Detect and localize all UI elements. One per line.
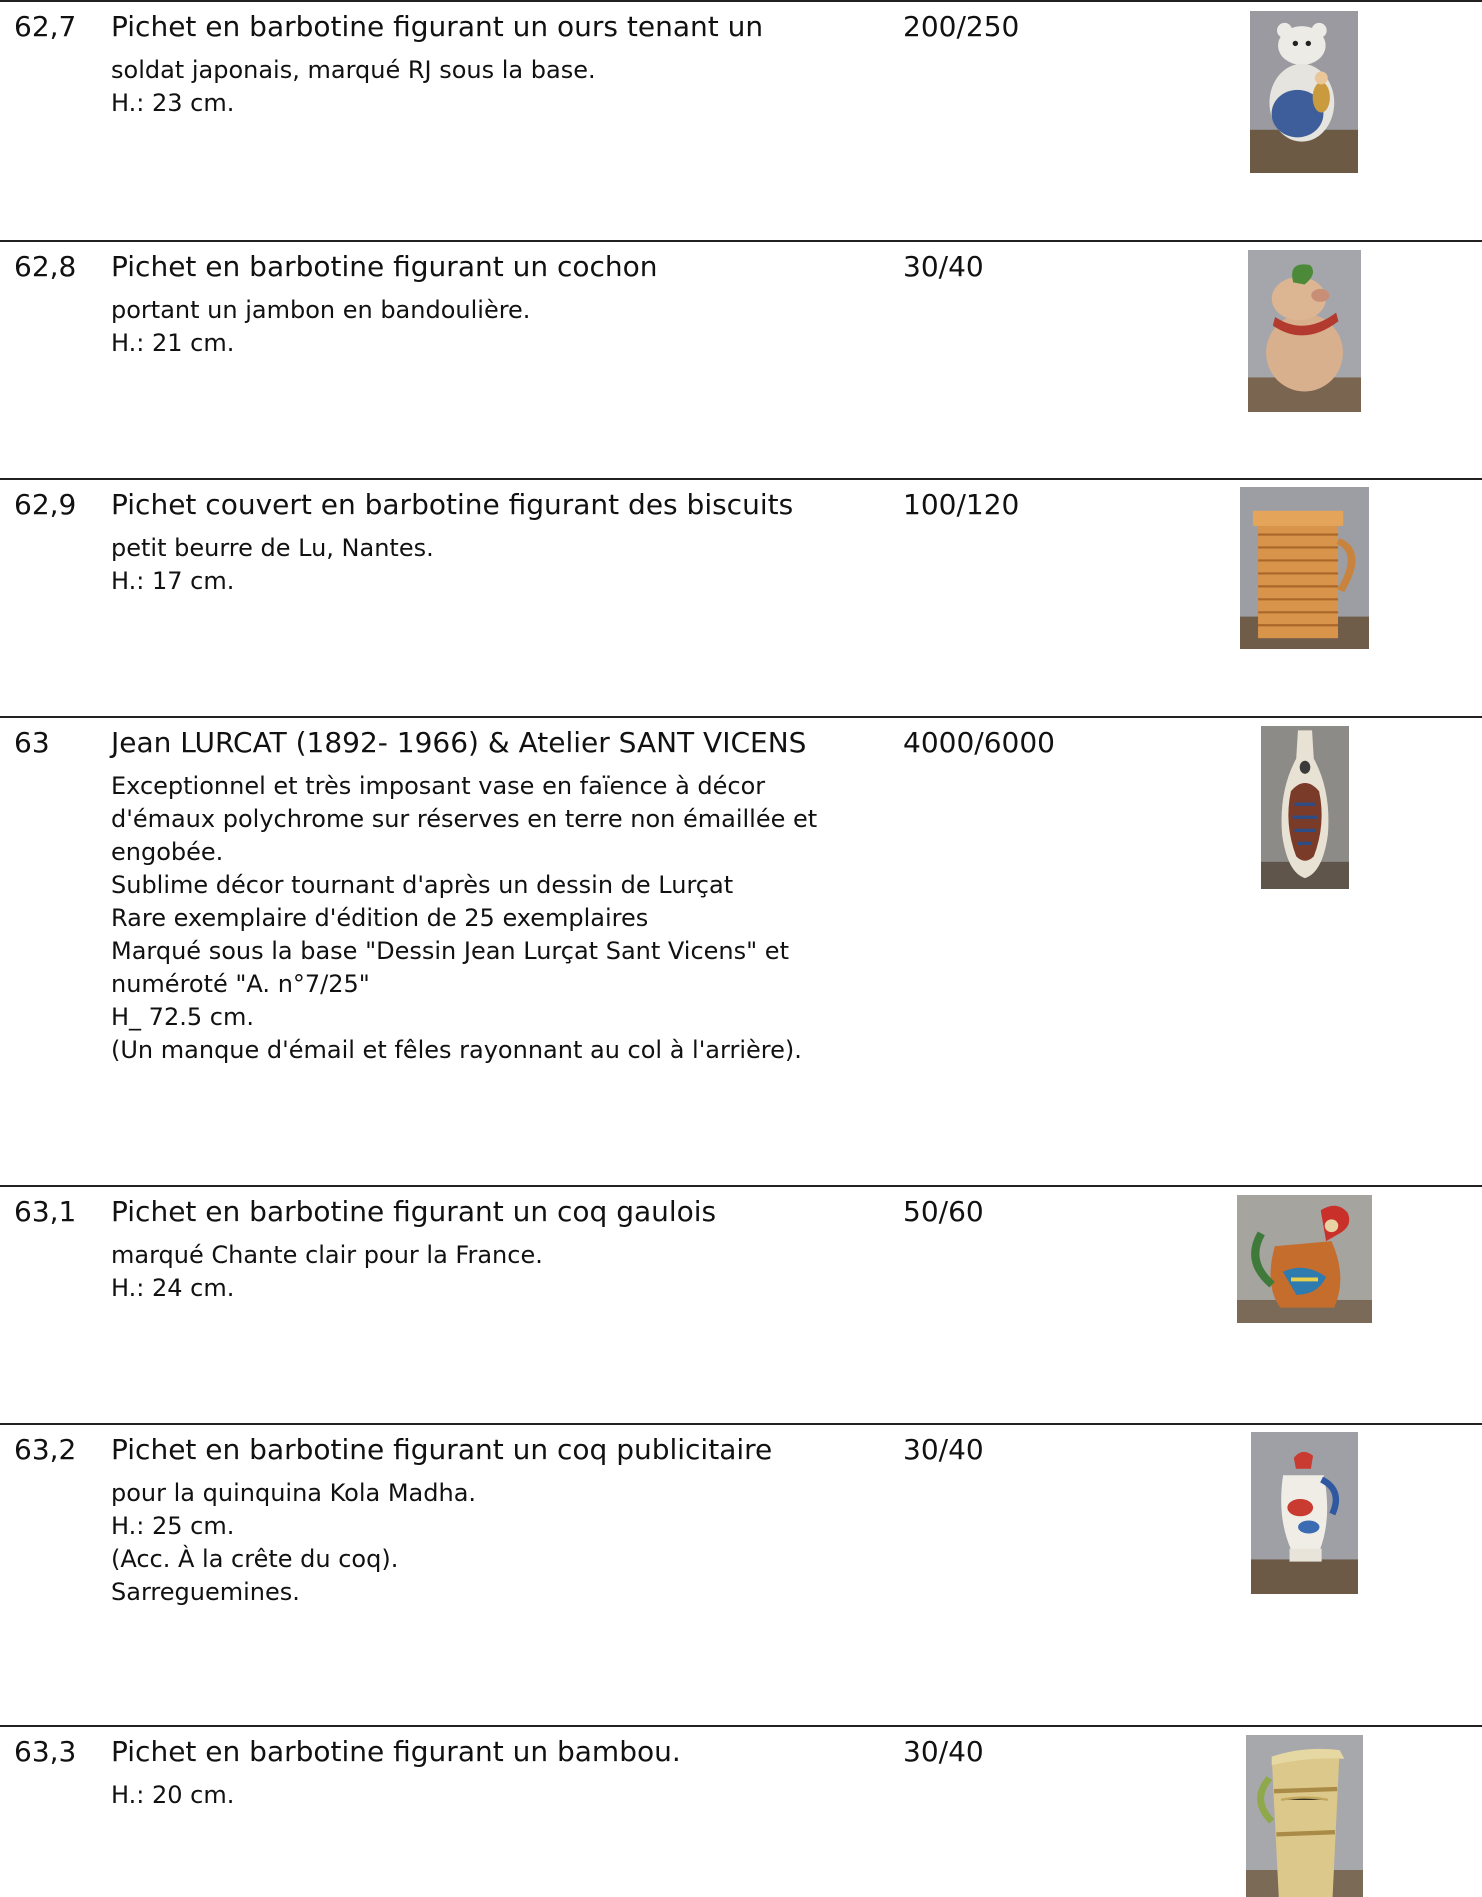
lot-description-line: petit beurre de Lu, Nantes.: [111, 534, 434, 562]
lot-number: 63,3: [14, 1735, 77, 1768]
lot-row: [0, 478, 1482, 715]
lot-estimate: 30/40: [903, 1433, 984, 1466]
biscuit-pitcher-photo: [1240, 487, 1369, 649]
lot-title: Jean LURCAT (1892- 1966) & Atelier SANT VICENS: [111, 726, 807, 759]
lot-description-line: Sarreguemines.: [111, 1578, 300, 1606]
lot-description-line: Marqué sous la base "Dessin Jean Lurçat Sant Vicens" et: [111, 937, 789, 965]
lot-description-line: portant un jambon en bandoulière.: [111, 296, 531, 324]
lot-description-line: d'émaux polychrome sur réserves en terre non émaillée et: [111, 805, 818, 833]
lot-title: Pichet en barbotine figurant un cochon: [111, 250, 658, 283]
lot-description-line: H.: 21 cm.: [111, 329, 235, 357]
lot-row: [0, 0, 1482, 237]
lot-estimate: 50/60: [903, 1195, 984, 1228]
lot-number: 62,8: [14, 250, 77, 283]
lot-description-line: H.: 17 cm.: [111, 567, 235, 595]
lot-description: [111, 294, 891, 360]
lot-estimate: 200/250: [903, 10, 1020, 43]
lot-description-line: soldat japonais, marqué RJ sous la base.: [111, 56, 596, 84]
lot-description-line: pour la quinquina Kola Madha.: [111, 1479, 477, 1507]
lot-title: Pichet en barbotine figurant un bambou.: [111, 1735, 681, 1768]
lot-row: [0, 1423, 1482, 1725]
lot-title: Pichet couvert en barbotine figurant des biscuits: [111, 488, 794, 521]
lot-description: [111, 1239, 891, 1305]
lot-description-line: (Un manque d'émail et fêles rayonnant au col à l'arrière).: [111, 1036, 802, 1064]
lot-number: 63,1: [14, 1195, 77, 1228]
lot-description: [111, 532, 891, 598]
lot-row: [0, 240, 1482, 477]
lot-title: Pichet en barbotine figurant un coq gaulois: [111, 1195, 717, 1228]
lot-title: Pichet en barbotine figurant un coq publicitaire: [111, 1433, 773, 1466]
lot-title: Pichet en barbotine figurant un ours tenant un: [111, 10, 764, 43]
lot-description-line: H.: 20 cm.: [111, 1781, 235, 1809]
lot-description-line: H_ 72.5 cm.: [111, 1003, 254, 1031]
lot-description-line: (Acc. À la crête du coq).: [111, 1545, 399, 1573]
pig-pitcher-photo: [1248, 250, 1361, 412]
bear-pitcher-photo: [1250, 11, 1358, 173]
gallic-rooster-pitcher-photo: [1237, 1195, 1372, 1323]
lot-number: 63,2: [14, 1433, 77, 1466]
lot-row: [0, 1725, 1482, 1892]
lot-number: 63: [14, 726, 50, 759]
lot-description-line: Rare exemplaire d'édition de 25 exemplaires: [111, 904, 649, 932]
lot-description: [111, 770, 891, 1067]
lot-description-line: numéroté "A. n°7/25": [111, 970, 370, 998]
lot-row: [0, 716, 1482, 1183]
lot-estimate: 30/40: [903, 1735, 984, 1768]
lot-estimate: 30/40: [903, 250, 984, 283]
lot-estimate: 4000/6000: [903, 726, 1055, 759]
lurcat-vase-photo: [1261, 726, 1349, 889]
lot-description-line: Sublime décor tournant d'après un dessin de Lurçat: [111, 871, 734, 899]
lot-description-line: Exceptionnel et très imposant vase en faïence à décor: [111, 772, 766, 800]
lot-number: 62,9: [14, 488, 77, 521]
lot-row: [0, 1185, 1482, 1422]
lot-description-line: H.: 24 cm.: [111, 1274, 235, 1302]
lot-description-line: H.: 25 cm.: [111, 1512, 235, 1540]
bamboo-pitcher-photo: [1246, 1735, 1363, 1897]
lot-description-line: engobée.: [111, 838, 224, 866]
lot-estimate: 100/120: [903, 488, 1020, 521]
lot-description: [111, 54, 891, 120]
lot-description: [111, 1779, 891, 1812]
lot-description: [111, 1477, 891, 1609]
lot-number: 62,7: [14, 10, 77, 43]
advertising-rooster-pitcher-photo: [1251, 1432, 1358, 1594]
lot-description-line: H.: 23 cm.: [111, 89, 235, 117]
lot-description-line: marqué Chante clair pour la France.: [111, 1241, 543, 1269]
